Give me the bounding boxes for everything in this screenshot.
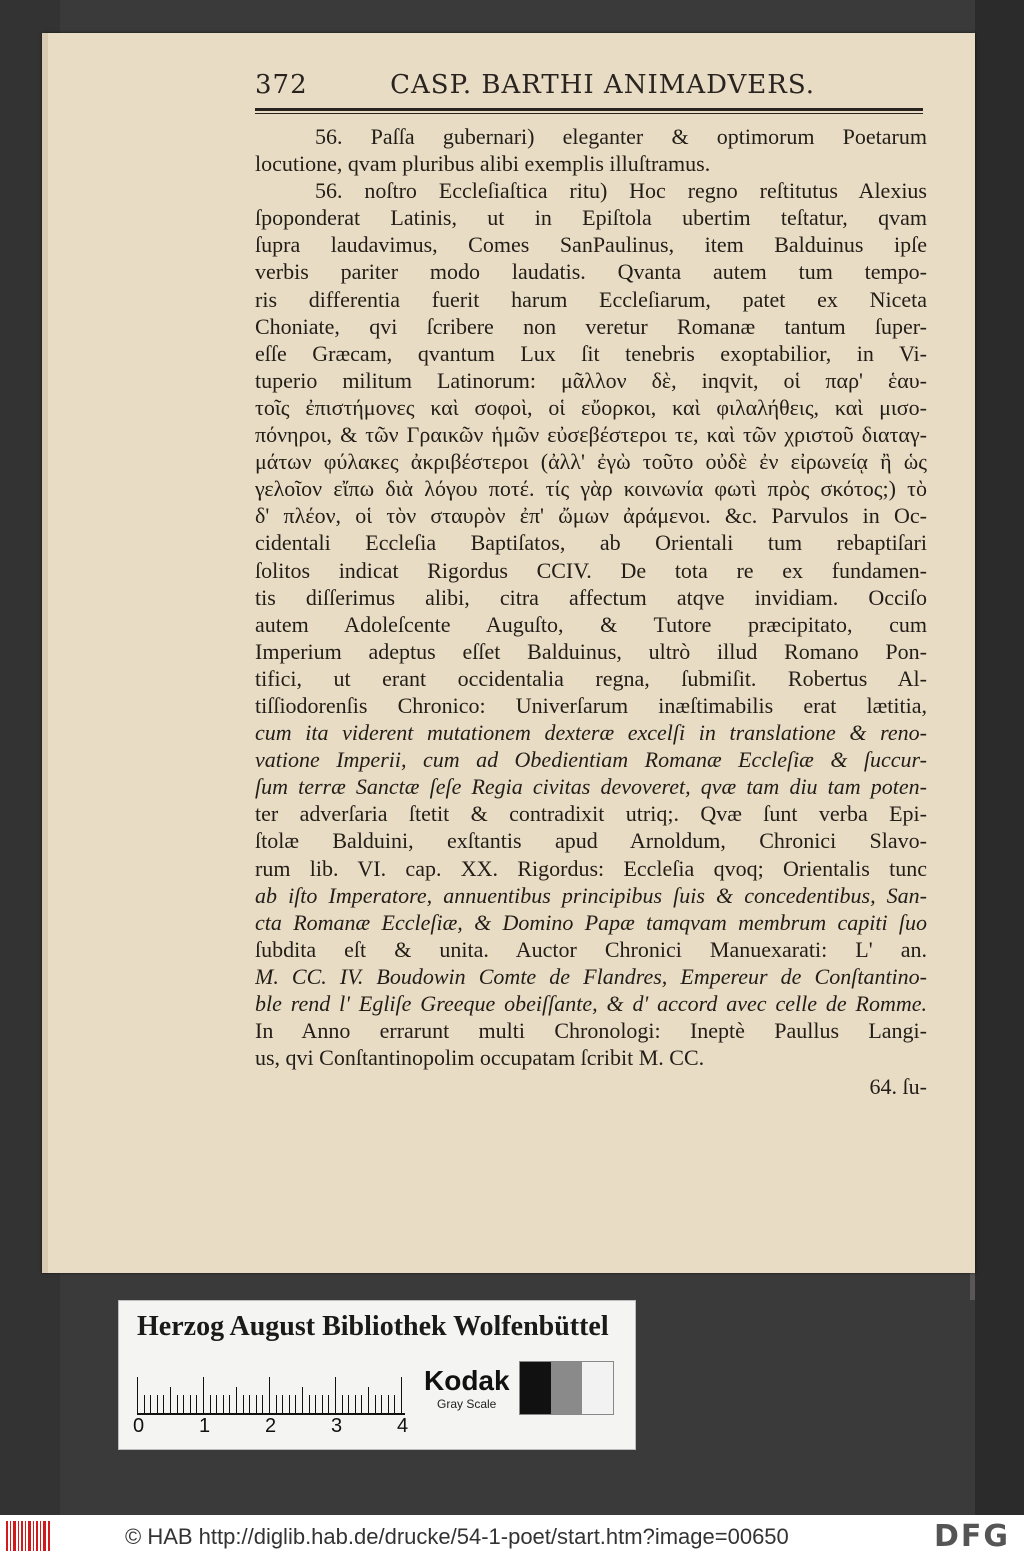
ruler-tick: [256, 1395, 257, 1413]
ruler-tick: [388, 1395, 389, 1413]
text-line: tifici, ut erant occidentalia regna, ſubmiſit. Robertus Al-: [255, 665, 927, 691]
text-line: tuperio militum Latinorum: μᾶλλον δὲ, inqvit, οἱ παρ' ἑαυ-: [255, 367, 927, 393]
ruler-tick: [355, 1395, 356, 1413]
header-rule: [255, 108, 923, 114]
text-line: autem Adoleſcente Auguſto, & Tutore præcipitato, cum: [255, 611, 927, 637]
text-line: 56. Paſſa gubernari) eleganter & optimorum Poetarum: [315, 124, 927, 149]
scan-background-right: [975, 0, 1024, 1515]
text-line: cidentali Eccleſia Baptiſatos, ab Orientali tum rebaptiſari: [255, 530, 927, 556]
kodak-logo: Kodak: [424, 1365, 510, 1396]
scale-number: 1: [199, 1415, 211, 1437]
italic-text-line: M. CC. IV. Boudowin Comte de Flandres, Empereur de Conſtantino-: [255, 963, 927, 989]
text-line: 56. noſtro Eccleſiaſtica ritu) Hoc regno reſtitutus Alexius: [315, 178, 927, 204]
ruler-tick: [342, 1395, 343, 1413]
ruler-tick: [361, 1395, 362, 1413]
ruler-tick: [229, 1395, 230, 1413]
ruler-tick: [328, 1395, 329, 1413]
ruler-tick: [309, 1395, 310, 1413]
text-line: ter adverſaria ſtetit & contradixit utriq;. Qvæ ſunt verba Epi-: [255, 801, 927, 827]
ruler-tick: [236, 1387, 237, 1413]
ruler-tick: [348, 1395, 349, 1413]
scale-numbers: [133, 1415, 413, 1441]
ruler-tick: [375, 1395, 376, 1413]
text-line: ſolitos indicat Rigordus CCIV. De tota re ex fundamen-: [255, 557, 927, 583]
greek-text-line: μάτων φύλακες ἀκριβέστεροι (ἀλλ' ἐγὼ τοῦτο οὐδὲ ἐν εἰρωνείᾳ ἢ ὡς: [255, 449, 927, 475]
italic-text-line: ab iſto Imperatore, annuentibus principibus ſuis & concedentibus, San-: [255, 882, 927, 908]
ruler-tick: [335, 1377, 336, 1413]
page-body-text: [255, 123, 927, 1100]
text-line: Imperium adeptus eſſet Balduinus, ultrò illud Romano Pon-: [255, 638, 927, 664]
text-line: ſtolæ Balduini, exſtantis apud Arnoldum, Chronici Slavo-: [255, 828, 927, 854]
color-calibration-target: [118, 1300, 636, 1450]
running-header: [255, 70, 925, 110]
ruler-tick: [322, 1395, 323, 1413]
copyright-link[interactable]: © HAB http://diglib.hab.de/drucke/54-1-poet/start.htm?image=00650: [125, 1524, 789, 1549]
ruler-tick: [243, 1395, 244, 1413]
ruler-tick: [289, 1395, 290, 1413]
ruler-tick: [249, 1395, 250, 1413]
ruler-tick: [368, 1387, 369, 1413]
barcode-icon: [6, 1521, 50, 1551]
italic-text-line: cum ita viderent mutationem dexteræ excelſi in translatione & reno-: [255, 720, 927, 746]
running-head-title: CASP. BARTHI ANIMADVERS.: [390, 70, 815, 100]
ruler-tick: [315, 1395, 316, 1413]
greek-text-line: γελοῖον εἴπω διὰ λόγου ποτέ. τίς γὰρ κοινωνία φωτὶ πρὸς σκότος;) τὸ: [255, 476, 927, 502]
ruler-tick: [269, 1377, 270, 1413]
italic-text-line: vatione Imperii, cum ad Obedientiam Romanæ Eccleſiæ & ſuccur-: [255, 747, 927, 773]
page-number: 372: [255, 70, 308, 100]
ruler-tick: [157, 1395, 158, 1413]
scale-ruler: [137, 1375, 405, 1415]
text-line: ſubdita eſt & unita. Auctor Chronici Manuexarati: L' an.: [255, 936, 927, 962]
footer-bar: [0, 1515, 1024, 1557]
text-line: tiſſiodorenſis Chronico: Univerſarum inæſtimabilis erat lætitia,: [255, 692, 927, 718]
ruler-tick: [150, 1395, 151, 1413]
ruler-tick: [163, 1395, 164, 1413]
text-line: tis diſſerimus alibi, citra affectum atqve invidiam. Occiſo: [255, 584, 927, 610]
text-line: verbis pariter modo laudatis. Qvanta autem tum tempo-: [255, 259, 927, 285]
text-line: rum lib. VI. cap. XX. Rigordus: Eccleſia qvoq; Orientalis tunc: [255, 855, 927, 881]
ruler-tick: [183, 1395, 184, 1413]
text-line: locutione, qvam pluribus alibi exemplis illuſtramus.: [255, 151, 711, 177]
text-line: us, qvi Conſtantinopolim occupatam ſcribit M. CC.: [255, 1045, 705, 1071]
ruler-tick: [203, 1377, 204, 1413]
text-line: ris differentia fuerit harum Eccleſiarum, patet ex Niceta: [255, 286, 927, 312]
ruler-tick: [137, 1377, 138, 1413]
ruler-tick: [170, 1387, 171, 1413]
ruler-tick: [394, 1395, 395, 1413]
italic-text-line: ble rend l' Egliſe Greeque obeiſſante, & d' accord avec celle de Romme.: [255, 991, 927, 1016]
ruler-tick: [216, 1395, 217, 1413]
ruler-tick: [223, 1395, 224, 1413]
italic-text-line: ſum terræ Sanctæ ſeſe Regia civitas devoveret, qvæ tam diu tam poten-: [255, 774, 927, 800]
ruler-tick: [401, 1377, 402, 1413]
scale-number: 4: [397, 1415, 409, 1437]
page-gutter: [42, 33, 48, 1273]
greek-text-line: πόνηροι, & τῶν Γραικῶν ἡμῶν εὐσεβέστεροι τε, καὶ τῶν χριστοῦ διαταγ-: [255, 422, 927, 448]
text-line: eſſe Græcam, qvantum Lux ſit tenebris exoptabilior, in Vi-: [255, 340, 927, 366]
text-line: δ' πλέον, οἱ τὸν σταυρὸν ἐπ' ὤμων ἀράμενοι. &c. Parvulos in Oc-: [255, 503, 927, 529]
text-line: In Anno errarunt multi Chronologi: Ineptè Paullus Langi-: [255, 1018, 927, 1044]
scale-number: 0: [133, 1415, 145, 1437]
dfg-logo: DFG: [934, 1519, 1011, 1554]
ruler-tick: [282, 1395, 283, 1413]
ruler-tick: [262, 1395, 263, 1413]
ruler-tick: [381, 1395, 382, 1413]
ruler-tick: [302, 1387, 303, 1413]
italic-text-line: cta Romanæ Eccleſiæ, & Domino Papæ tamqvam membrum capiti ſuo: [255, 909, 927, 935]
scale-number: 2: [265, 1415, 277, 1437]
ruler-tick: [210, 1395, 211, 1413]
greek-text-line: τοῖς ἐπιστήμονες καὶ σοφοὶ, οἱ εὔορκοι, καὶ φιλαλήθεις, καὶ μισο-: [255, 394, 927, 420]
text-line: ſpoponderat Latinis, ut in Epiſtola ubertim teſtatur, qvam: [255, 205, 927, 231]
scale-number: 3: [331, 1415, 343, 1437]
gray-scale-label: Gray Scale: [437, 1397, 497, 1411]
gray-patch-black: [520, 1362, 551, 1414]
text-line: Choniate, qvi ſcribere non veretur Romanæ tantum ſuper-: [255, 313, 927, 339]
gray-patch-mid: [551, 1362, 582, 1414]
ruler-tick: [295, 1395, 296, 1413]
ruler-tick: [276, 1395, 277, 1413]
gray-patches: [519, 1361, 614, 1415]
library-name: Herzog August Bibliothek Wolfenbüttel: [137, 1311, 609, 1342]
catchword: 64. ſu-: [869, 1074, 927, 1100]
text-line: ſupra laudavimus, Comes SanPaulinus, item Balduinus ipſe: [255, 232, 927, 258]
ruler-tick: [177, 1395, 178, 1413]
gray-patch-white: [582, 1362, 613, 1414]
ruler-tick: [144, 1395, 145, 1413]
ruler-tick: [196, 1395, 197, 1413]
ruler-tick: [190, 1395, 191, 1413]
